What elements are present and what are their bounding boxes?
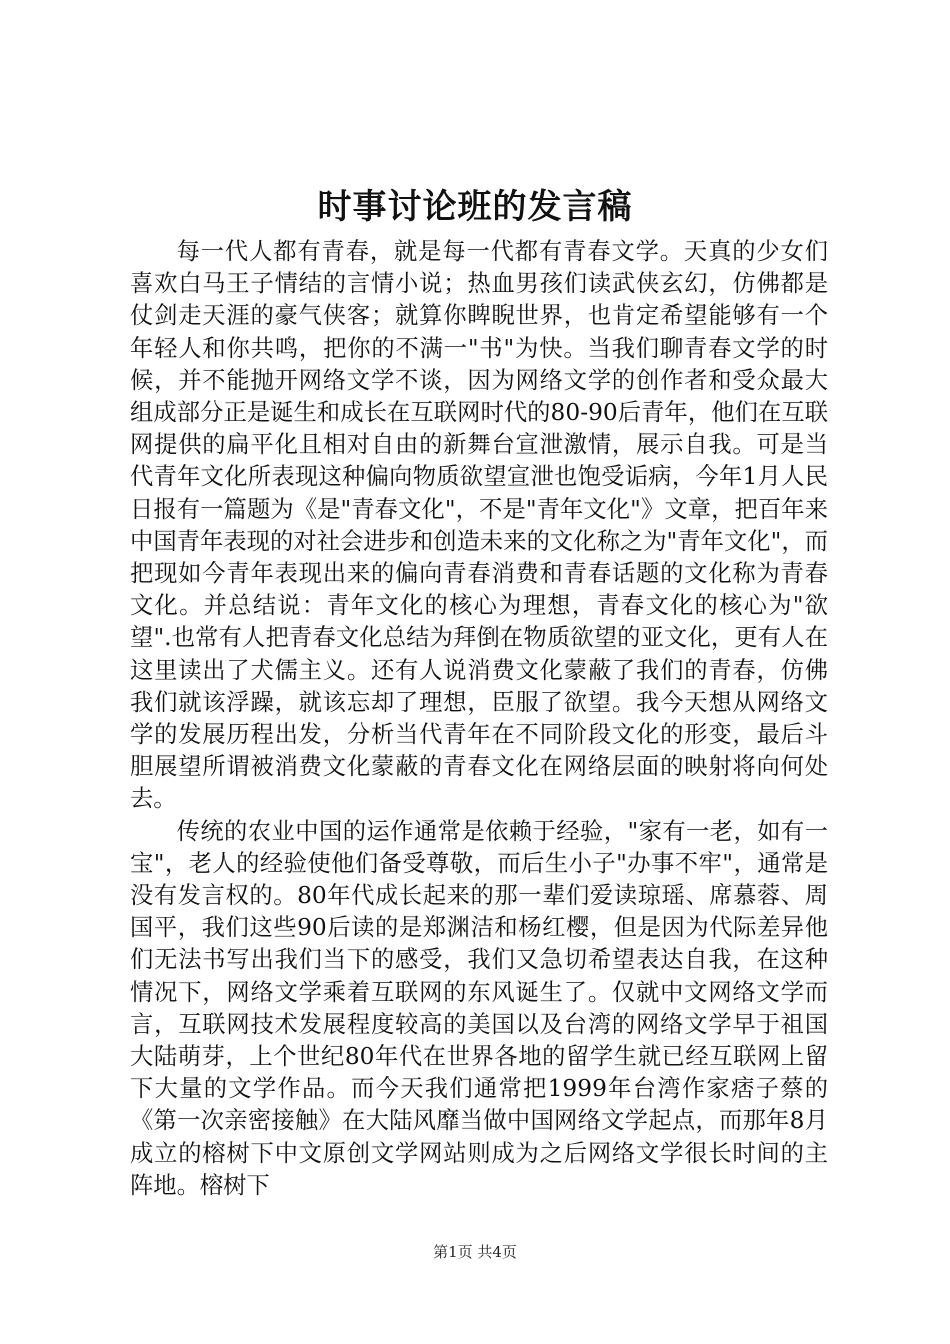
page-number-footer: 第1页 共4页 xyxy=(433,1243,517,1261)
document-body xyxy=(130,236,828,1202)
paragraph-1: 每一代人都有青春，就是每一代都有青春文学。天真的少女们喜欢白马王子情结的言情小说；热血男孩们读武侠玄幻，仿佛都是仗剑走天涯的豪气侠客；就算你睥睨世界，也肯定希望能够有一个年轻人和你共鸣，把你的不满一"书"为快。当我们聊青春文学的时候，并不能抛开网络文学不谈，因为网络文学的创作者和受众最大组成部分正是诞生和成长在互联网时代的80-90后青年，他们在互联网提供的扁平化且相对自由的新舞台宣泄激情，展示自我。可是当代青年文化所表现这种偏向物质欲望宣泄也饱受诟病，今年1月人民日报有一篇题为《是"青春文化"，不是"青年文化"》文章，把百年来中国青年表现的对社会进步和创造未来的文化称之为"青年文化"，而把现如今青年表现出来的偏向青春消费和青春话题的文化称为青春文化。并总结说：青年文化的核心为理想，青春文化的核心为"欲望".也常有人把青春文化总结为拜倒在物质欲望的亚文化，更有人在这里读出了犬儒主义。还有人说消费文化蒙蔽了我们的青春，仿佛我们就该浮躁，就该忘却了理想，臣服了欲望。我今天想从网络文学的发展历程出发，分析当代青年在不同阶段文化的形变，最后斗胆展望所谓被消费文化蒙蔽的青春文化在网络层面的映射将向何处去。 xyxy=(130,238,828,813)
paragraph-2: 传统的农业中国的运作通常是依赖于经验，"家有一老，如有一宝"，老人的经验使他们备受尊敬，而后生小子"办事不牢"，通常是没有发言权的。80年代成长起来的那一辈们爱读琼瑶、席慕蓉、周国平，我们这些90后读的是郑渊洁和杨红樱，但是因为代际差异他们无法书写出我们当下的感受，我们又急切希望表达自我，在这种情况下，网络文学乘着互联网的东风诞生了。仅就中文网络文学而言，互联网技术发展程度较高的美国以及台湾的网络文学早于祖国大陆萌芽，上个世纪80年代在世界各地的留学生就已经互联网上留下大量的文学作品。而今天我们通常把1999年台湾作家痞子蔡的《第一次亲密接触》在大陆风靡当做中国网络文学起点，而那年8月成立的榕树下中文原创文学网站则成为之后网络文学很长时间的主阵地。榕树下 xyxy=(130,817,828,1199)
document-title: 时事讨论班的发言稿 xyxy=(317,187,633,227)
